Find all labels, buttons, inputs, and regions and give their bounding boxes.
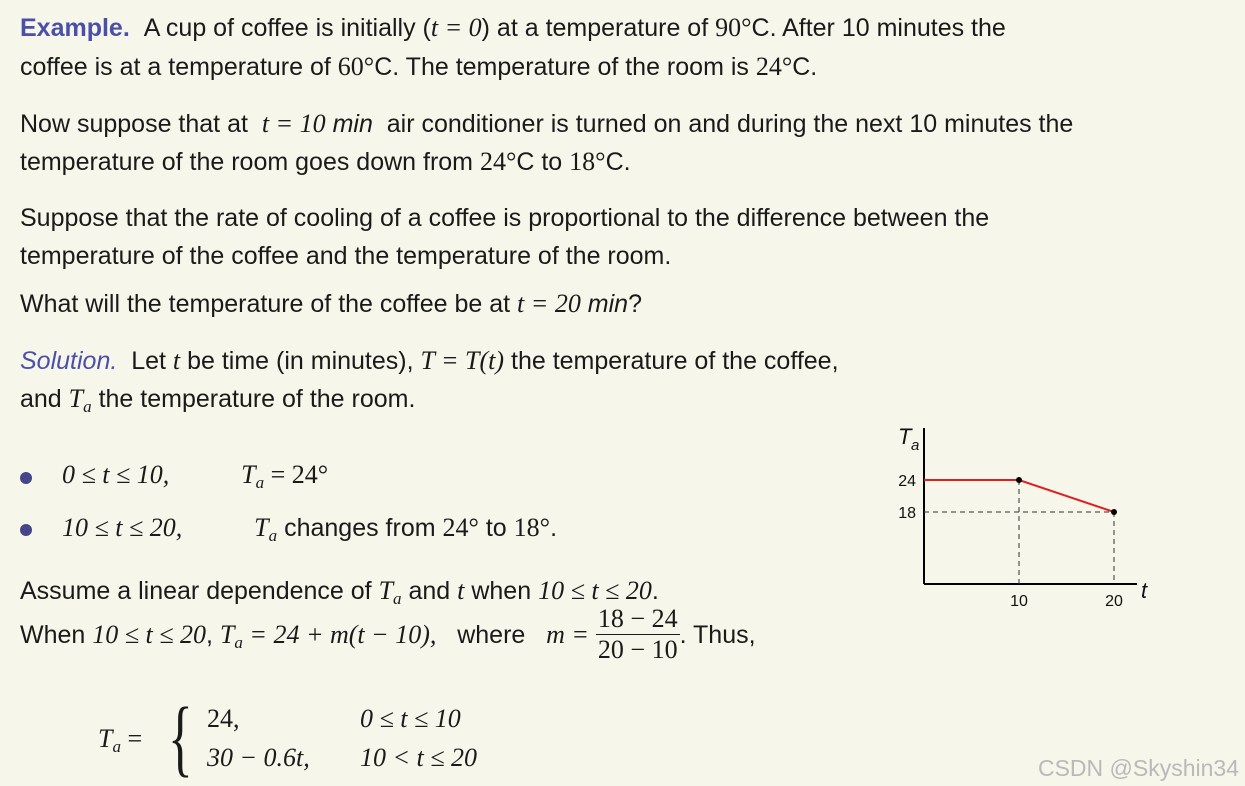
- solution-line-2: [20, 384, 415, 422]
- math-Ta: T: [98, 724, 113, 753]
- when-line: [20, 606, 756, 667]
- text: to: [478, 514, 514, 542]
- math-Ta: T: [219, 620, 235, 650]
- law-line-2: temperature of the coffee and the temperature of the room.: [20, 242, 672, 270]
- text: C to: [516, 148, 570, 176]
- text: A cup of coffee is initially (: [143, 14, 431, 42]
- math-18: 18°: [513, 513, 551, 542]
- piecewise-row2-condition: 10 < t ≤ 20: [360, 743, 478, 772]
- text: .: [651, 577, 659, 605]
- room-temperature-chart: [885, 418, 1155, 618]
- x-tick-label: 20: [1105, 593, 1123, 610]
- text: be time (in minutes),: [180, 347, 421, 375]
- solution-label: Solution.: [20, 347, 118, 375]
- math-sub: a: [83, 397, 92, 416]
- math-t: t: [172, 346, 181, 375]
- text: the temperature of the room.: [91, 385, 416, 413]
- solution-line-1: [20, 346, 839, 376]
- math-t10: t = 10: [261, 109, 326, 138]
- bullet-icon: [20, 472, 32, 484]
- math-range: 10 ≤ t ≤ 20: [92, 620, 207, 650]
- text: where: [457, 621, 526, 650]
- data-point: [1111, 509, 1117, 515]
- math-range: 10 ≤ t ≤ 20,: [62, 513, 183, 542]
- question-line: [20, 289, 642, 319]
- y-tick-label: 24: [898, 473, 916, 490]
- piecewise-lhs: [98, 724, 142, 757]
- brace-symbol: {: [168, 689, 193, 785]
- text: ?: [628, 290, 642, 318]
- text: air conditioner is turned on and during the next 10 minutes the: [379, 110, 1074, 138]
- text: coffee is at a temperature of: [20, 53, 338, 81]
- math-Ta: T: [254, 513, 269, 542]
- text: What will the temperature of the coffee be at: [20, 290, 518, 318]
- min-unit: min: [587, 290, 629, 318]
- text: C.: [605, 148, 631, 176]
- math-24: 24°: [755, 52, 793, 81]
- text: Assume a linear dependence of: [20, 577, 379, 605]
- example-line-2: [20, 52, 817, 82]
- math-90: 90°: [715, 13, 752, 42]
- fraction-numerator: 18 − 24: [597, 604, 678, 633]
- text: .: [550, 514, 558, 542]
- piecewise-row1-value: 24,: [207, 704, 240, 733]
- text: C. After 10 minutes the: [751, 14, 1006, 42]
- data-point: [1016, 477, 1022, 483]
- math-18: 18°: [569, 147, 606, 176]
- example-line-1: [20, 13, 1006, 43]
- math-Ta: T: [241, 460, 256, 489]
- math-Ta: T: [68, 384, 84, 413]
- bullet-icon: [20, 524, 32, 536]
- text: C.: [792, 53, 818, 81]
- text: changes from: [277, 514, 443, 542]
- text: . Thus,: [679, 621, 756, 650]
- math-linear-eq: = 24 + m(t − 10),: [242, 620, 437, 650]
- text: the temperature of the coffee,: [504, 347, 839, 375]
- x-tick-label: 10: [1010, 593, 1028, 610]
- piecewise-row1-condition: 0 ≤ t ≤ 10: [360, 704, 461, 733]
- math-sub: a: [112, 737, 121, 756]
- text: temperature of the room goes down from: [20, 148, 480, 176]
- math-range: 10 ≤ t ≤ 20: [538, 576, 652, 605]
- watermark: CSDN @Skyshin34: [1037, 755, 1239, 781]
- math-24: 24°: [442, 513, 479, 542]
- math-Ta: T: [378, 576, 394, 605]
- ac-line-1: [20, 109, 1073, 139]
- x-axis-label: t: [1141, 578, 1148, 603]
- y-axis-label-subscript: a: [911, 437, 920, 454]
- math-24: 24°: [479, 147, 517, 176]
- min-unit: min: [332, 110, 373, 138]
- slope-fraction: [596, 604, 680, 665]
- math-T-def: T = T(t): [420, 346, 505, 375]
- law-line-1: Suppose that the rate of cooling of a coffee is proportional to the difference between the: [20, 204, 990, 232]
- text: and: [20, 385, 69, 413]
- ac-line-2: [20, 147, 631, 177]
- y-tick-label: 18: [898, 505, 916, 522]
- math-sub: a: [268, 526, 278, 545]
- bullet-item-2: [62, 513, 557, 551]
- example-label: Example.: [20, 14, 130, 42]
- text: ,: [206, 621, 220, 650]
- fraction-denominator: 20 − 10: [597, 635, 678, 664]
- text: Let: [131, 347, 173, 375]
- math-eq-24: = 24°: [264, 460, 329, 489]
- text: ) at a temperature of: [481, 14, 716, 42]
- text: and: [401, 577, 458, 605]
- math-sub: a: [393, 589, 402, 608]
- text: Now suppose that at: [20, 110, 255, 138]
- math-t0: t = 0: [430, 13, 482, 42]
- math-60: 60°: [337, 52, 375, 81]
- math-range: 0 ≤ t ≤ 10,: [62, 460, 170, 489]
- piecewise-row2-value: 30 − 0.6t,: [207, 743, 310, 772]
- math-m: m =: [546, 620, 589, 650]
- math-t20: t = 20: [517, 289, 581, 318]
- text: When: [20, 621, 93, 650]
- bullet-item-1: [62, 460, 328, 498]
- text: when: [464, 577, 539, 605]
- math-t: t: [457, 576, 465, 605]
- math-sub: a: [234, 633, 243, 653]
- text: C. The temperature of the room is: [374, 53, 756, 81]
- y-axis-label: T: [898, 424, 912, 449]
- math-eq: =: [127, 724, 143, 753]
- math-sub: a: [255, 473, 265, 492]
